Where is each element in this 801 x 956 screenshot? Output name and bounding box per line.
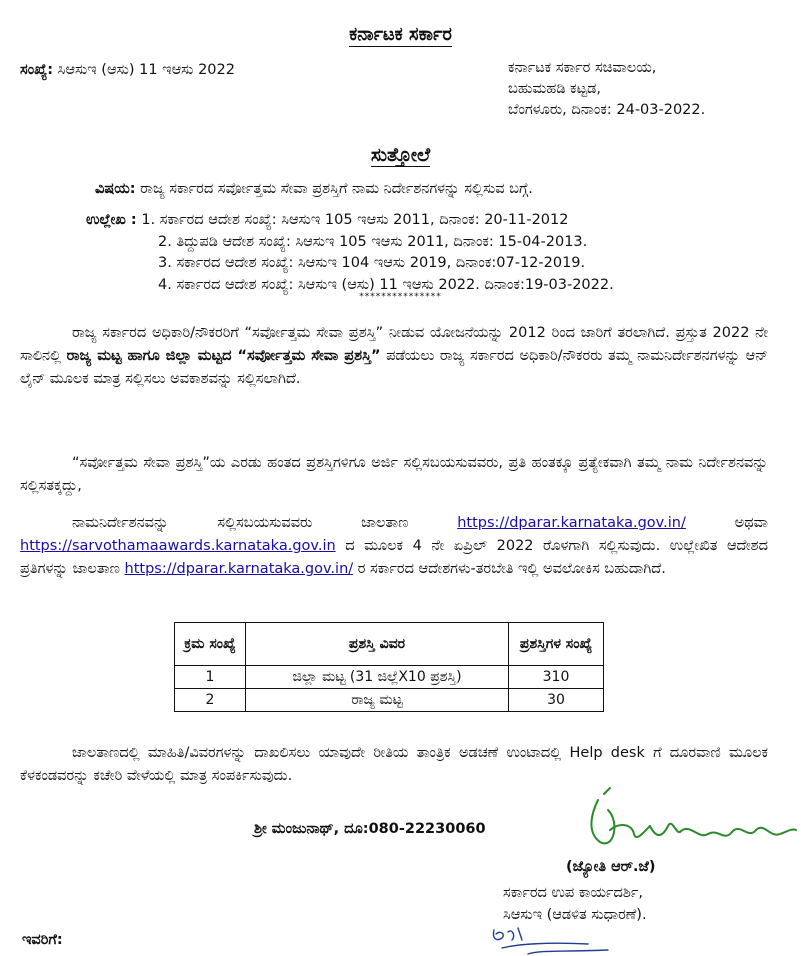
- paragraph-4: ಜಾಲತಾಣದಲ್ಲಿ ಮಾಹಿತಿ/ವಿವರಗಳನ್ನು ದಾಖಲಿಸಲು ಯಾವುದೇ ರೀತಿಯ ತಾಂತ್ರಿಕ ಅಡಚಣೆ ಉಂಟಾದಲ್ಲಿ Help desk ಗೆ ದೂರವಾಣಿ ಮೂಲಕ ಕೆಳಕಂಡವರನ್ನು ಕಚೇರಿ ವೇಳೆಯಲ್ಲಿ ಮಾತ್ರ ಸಂಪರ್ಕಿಸುವುದು.: [20, 745, 768, 784]
- signatory-name: (ಜ್ಯೋತಿ ಆರ್.ಜೆ): [566, 859, 656, 875]
- reference-label: ಸಂಖ್ಯೆ:: [20, 62, 54, 78]
- address-line-1: ಕರ್ನಾಟಕ ಸರ್ಕಾರ ಸಚಿವಾಲಯ,: [508, 60, 657, 76]
- circular-title: ಸುತ್ತೋಲೆ: [370, 144, 431, 166]
- paragraph-3: ನಾಮನಿರ್ದೇಶನವನ್ನು ಸಲ್ಲಿಸಬಯಸುವವರು ಜಾಲತಾಣ https://dparar.karnataka.gov.in/ ಅಥವಾ https://sarvothamaawards.karnataka.gov.in ದ ಮೂಲಕ 4 ನೇ ಏಪ್ರಿಲ್ 2022 ರೊಳಗಾಗಿ ಸಲ್ಲಿಸುವುದು. ಉಲ್ಲೇಖಿತ ಆದೇಶದ ಪ್ರತಿಗಳನ್ನು ಜಾಲತಾಣ https://dparar.karnataka.gov.in/ ರ ಸರ್ಕಾರದ ಆದೇಶಗಳು-ತರಬೇತಿ ಇಲ್ಲಿ ಅವಲೋಕಿಸ ಬಹುದಾಗಿದೆ.: [20, 515, 768, 577]
- cell-detail: ರಾಜ್ಯ ಮಟ್ಟ: [246, 689, 509, 712]
- header-award-count: ಪ್ರಶಸ್ತಿಗಳ ಸಂಖ್ಯೆ: [509, 623, 604, 666]
- helpdesk-contact: ಶ್ರೀ ಮಂಜುನಾಥ್, ದೂ:080-22230060: [254, 821, 486, 837]
- reference-item: 2. ತಿದ್ದುಪಡಿ ಆದೇಶ ಸಂಖ್ಯೆ: ಸಿಆಸುಇ 105 ಇಆಸು 2011, ದಿನಾಂಕ: 15-04-2013.: [158, 233, 588, 250]
- subject-line: [95, 181, 533, 197]
- cell-detail: ಜಿಲ್ಲಾ ಮಟ್ಟ (31 ಜಿಲ್ಲೆX10 ಪ್ರಶಸ್ತಿ): [246, 666, 509, 689]
- reference-item: 3. ಸರ್ಕಾರದ ಆದೇಶ ಸಂಖ್ಯೆ: ಸಿಆಸುಇ 104 ಇಆಸು 2019, ದಿನಾಂಕ:07-12-2019.: [158, 255, 586, 271]
- reference-item: ಉಲ್ಲೇಖ : 1. ಸರ್ಕಾರದ ಆದೇಶ ಸಂಖ್ಯೆ: ಸಿಆಸುಇ 105 ಇಆಸು 2011, ದಿನಾಂಕ: 20-11-2012: [86, 212, 569, 228]
- designation-line-2: ಸಿಆಸುಇ (ಆಡಳಿತ ಸುಧಾರಣೆ).: [503, 907, 647, 923]
- references-block: [86, 210, 614, 296]
- separator-stars: ***************: [359, 292, 442, 302]
- paragraph-2: “ಸರ್ವೋತ್ತಮ ಸೇವಾ ಪ್ರಶಸ್ತಿ”ಯ ಎರಡು ಹಂತದ ಪ್ರಶಸ್ತಿಗಳಿಗೂ ಅರ್ಜಿ ಸಲ್ಲಿಸಬಯಸುವವರು, ಪ್ರತಿ ಹಂತಕ್ಕೂ ಪ್ರತ್ಯೇಕವಾಗಿ ತಮ್ಮ ನಾಮ ನಿರ್ದೇಶನವನ್ನು ಸಲ್ಲಿಸತಕ್ಕದ್ದು,: [20, 455, 768, 494]
- table-row: [175, 666, 604, 689]
- address-line-2: ಬಹುಮಹಡಿ ಕಟ್ಟಡ,: [508, 81, 601, 97]
- cell-serial: 1: [175, 666, 246, 689]
- references-label: ಉಲ್ಲೇಖ :: [86, 212, 137, 228]
- dparar-link[interactable]: https://dparar.karnataka.gov.in/: [457, 515, 686, 531]
- header-award-detail: ಪ್ರಶಸ್ತಿ ವಿವರ: [246, 623, 509, 666]
- subject-label: ವಿಷಯ:: [95, 181, 136, 197]
- table-row: [175, 689, 604, 712]
- sarvothama-awards-link[interactable]: https://sarvothamaawards.karnataka.gov.in: [20, 538, 336, 554]
- reference-number: [20, 62, 235, 78]
- handwritten-initials-image: [488, 924, 618, 956]
- header-serial: ಕ್ರಮ ಸಂಖ್ಯೆ: [175, 623, 246, 666]
- cell-count: 310: [509, 666, 604, 689]
- subject-text: ರಾಜ್ಯ ಸರ್ಕಾರದ ಸರ್ವೋತ್ತಮ ಸೇವಾ ಪ್ರಶಸ್ತಿಗೆ ನಾಮ ನಿರ್ದೇಶನಗಳನ್ನು ಸಲ್ಲಿಸುವ ಬಗ್ಗೆ.: [140, 181, 533, 197]
- paragraph-1: ರಾಜ್ಯ ಸರ್ಕಾರದ ಅಧಿಕಾರಿ/ನೌಕರರಿಗೆ “ಸರ್ವೋತ್ತಮ ಸೇವಾ ಪ್ರಶಸ್ತಿ” ನೀಡುವ ಯೋಜನೆಯನ್ನು 2012 ರಿಂದ ಜಾರಿಗೆ ತರಲಾಗಿದೆ. ಪ್ರಸ್ತುತ 2022 ನೇ ಸಾಲಿನಲ್ಲಿ ರಾಜ್ಯ ಮಟ್ಟ ಹಾಗೂ ಜಿಲ್ಲಾ ಮಟ್ಟದ “ಸರ್ವೋತ್ತಮ ಸೇವಾ ಪ್ರಶಸ್ತಿ” ಪಡೆಯಲು ರಾಜ್ಯ ಸರ್ಕಾರದ ಅಧಿಕಾರಿ/ನೌಕರರು ತಮ್ಮ ನಾಮನಿರ್ದೇಶನಗಳನ್ನು ಆನ್ ಲೈನ್ ಮೂಲಕ ಮಾತ್ರ ಸಲ್ಲಿಸಲು ಅವಕಾಶವನ್ನು ಸಲ್ಲಿಸಲಾಗಿದೆ.: [20, 325, 768, 387]
- signature-image: [580, 782, 800, 862]
- cell-serial: 2: [175, 689, 246, 712]
- government-title: ಕರ್ನಾಟಕ ಸರ್ಕಾರ: [349, 24, 452, 45]
- highlight-award-levels: ರಾಜ್ಯ ಮಟ್ಟ ಹಾಗೂ ಜಿಲ್ಲಾ ಮಟ್ಟದ “ಸರ್ವೋತ್ತಮ ಸೇವಾ ಪ್ರಶಸ್ತಿ”: [66, 348, 381, 364]
- office-address: [508, 58, 705, 121]
- table-header-row: [175, 623, 604, 666]
- cell-count: 30: [509, 689, 604, 712]
- reference-item: 4. ಸರ್ಕಾರದ ಆದೇಶ ಸಂಖ್ಯೆ: ಸಿಆಸುಇ (ಆಸು) 11 ಇಆಸು 2022. ದಿನಾಂಕ:19-03-2022.: [158, 276, 614, 293]
- reference-value: ಸಿಆಸುಇ (ಆಸು) 11 ಇಆಸು 2022: [57, 62, 235, 78]
- recipient-label: ಇವರಿಗೆ:: [22, 932, 63, 948]
- dparar-link-2[interactable]: https://dparar.karnataka.gov.in/: [124, 561, 354, 577]
- designation-line-1: ಸರ್ಕಾರದ ಉಪ ಕಾರ್ಯದರ್ಶಿ,: [503, 885, 643, 901]
- awards-table: [174, 622, 604, 712]
- address-line-3: ಬೆಂಗಳೂರು, ದಿನಾಂಕ: 24-03-2022.: [508, 102, 706, 118]
- signatory-designation: [503, 882, 647, 926]
